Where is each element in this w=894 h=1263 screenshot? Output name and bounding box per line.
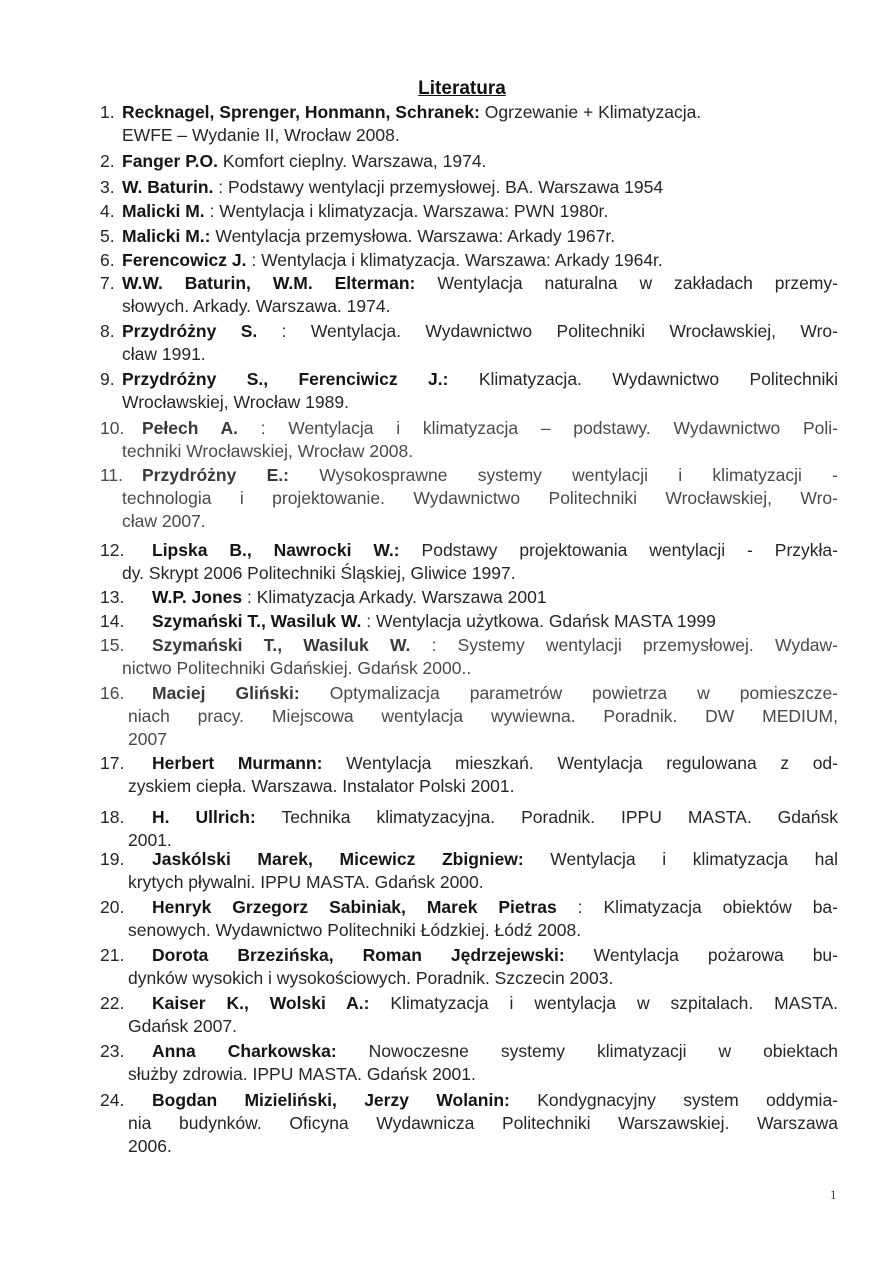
reference-number: 10. — [100, 418, 125, 438]
reference-item — [100, 896, 838, 942]
reference-continuation: nictwo Politechniki Gdańskiej. Gdańsk 2000.. — [122, 658, 472, 678]
reference-number: 18. — [100, 807, 125, 827]
reference-continuation: zyskiem ciepła. Warszawa. Instalator Polski 2001. — [128, 776, 515, 796]
reference-author: Henryk Grzegorz Sabiniak, Marek Pietras — [152, 897, 557, 917]
reference-item — [100, 417, 838, 463]
reference-item — [100, 806, 838, 852]
reference-number: 8. — [100, 321, 115, 341]
reference-item — [100, 150, 838, 173]
page-title: Literatura — [418, 78, 506, 99]
reference-author: Malicki M.: — [122, 226, 211, 246]
reference-item — [100, 464, 838, 533]
reference-continuation: 2007 — [128, 729, 167, 749]
reference-author: W.P. Jones — [152, 587, 243, 607]
reference-number: 7. — [100, 273, 115, 293]
reference-number: 19. — [100, 849, 125, 869]
reference-author: Recknagel, Sprenger, Honmann, Schranek: — [122, 102, 480, 122]
reference-number: 1. — [100, 102, 115, 122]
reference-text: Nowoczesne systemy klimatyzacji w obiektach — [368, 1041, 838, 1061]
reference-text: Ogrzewanie + Klimatyzacja. — [484, 102, 702, 122]
reference-item — [100, 225, 838, 248]
page-number: 1 — [830, 1187, 837, 1202]
reference-author: Dorota Brzezińska, Roman Jędrzejewski: — [152, 945, 565, 965]
reference-continuation: 2001. — [128, 830, 172, 850]
reference-number: 13. — [100, 587, 125, 607]
reference-author: W.W. Baturin, W.M. Elterman: — [122, 273, 416, 293]
reference-item — [100, 682, 838, 751]
reference-item — [100, 944, 838, 990]
reference-item — [100, 272, 838, 318]
reference-number: 20. — [100, 897, 125, 917]
reference-text: Optymalizacja parametrów powietrza w pomieszcze- — [329, 683, 838, 703]
reference-continuation: dynków wysokich i wysokościowych. Poradnik. Szczecin 2003. — [128, 968, 614, 988]
reference-continuation: służby zdrowia. IPPU MASTA. Gdańsk 2001. — [128, 1064, 476, 1084]
reference-text: Wentylacja i klimatyzacja hal — [550, 849, 838, 869]
reference-item — [100, 101, 838, 147]
reference-item — [100, 1040, 838, 1086]
reference-text: : Wentylacja i klimatyzacja. Warszawa: PWN 1980r. — [209, 201, 609, 221]
reference-text: Klimatyzacja. Wydawnictwo Politechniki — [478, 369, 838, 389]
reference-number: 12. — [100, 540, 125, 560]
reference-number: 22. — [100, 993, 125, 1013]
reference-continuation: techniki Wrocławskiej, Wrocław 2008. — [122, 441, 414, 461]
reference-continuation: technologia i projektowanie. Wydawnictwo Politechniki Wrocławskiej, Wro- — [122, 488, 838, 508]
reference-author: Przydróżny S., Ferenciwicz J.: — [122, 369, 449, 389]
reference-number: 23. — [100, 1041, 125, 1061]
reference-author: Ferencowicz J. — [122, 250, 247, 270]
reference-text: Wysokosprawne systemy wentylacji i klimatyzacji - — [319, 465, 838, 485]
reference-continuation: niach pracy. Miejscowa wentylacja wywiewna. Poradnik. DW MEDIUM, — [128, 706, 838, 726]
reference-text: Komfort cieplny. Warszawa, 1974. — [222, 151, 487, 171]
reference-author: Jaskólski Marek, Micewicz Zbigniew: — [152, 849, 524, 869]
reference-author: Maciej Gliński: — [152, 683, 300, 703]
reference-item — [100, 368, 838, 414]
reference-text: : Wentylacja i klimatyzacja – podstawy. Wydawnictwo Poli- — [260, 418, 838, 438]
reference-item — [100, 249, 838, 272]
reference-number: 16. — [100, 683, 125, 703]
reference-number: 14. — [100, 611, 125, 631]
reference-continuation: słowych. Arkady. Warszawa. 1974. — [122, 296, 391, 316]
reference-continuation: Gdańsk 2007. — [128, 1016, 237, 1036]
reference-item — [100, 586, 838, 609]
reference-item — [100, 848, 838, 894]
reference-number: 2. — [100, 151, 115, 171]
reference-author: Pełech A. — [142, 418, 238, 438]
reference-author: Anna Charkowska: — [152, 1041, 337, 1061]
reference-item — [100, 539, 838, 585]
reference-item — [100, 320, 838, 366]
reference-author: W. Baturin. — [122, 177, 214, 197]
reference-item — [100, 1089, 838, 1158]
reference-number: 9. — [100, 369, 115, 389]
reference-continuation: Wrocławskiej, Wrocław 1989. — [122, 392, 349, 412]
reference-continuation: EWFE – Wydanie II, Wrocław 2008. — [122, 125, 400, 145]
reference-author: Malicki M. — [122, 201, 205, 221]
reference-text: : Podstawy wentylacji przemysłowej. BA. Warszawa 1954 — [218, 177, 664, 197]
reference-continuation: cław 1991. — [122, 344, 206, 364]
reference-text: : Klimatyzacja Arkady. Warszawa 2001 — [247, 587, 547, 607]
reference-continuation: nia budynków. Oficyna Wydawnicza Politechniki Warszawskiej. Warszawa — [128, 1113, 838, 1133]
reference-number: 5. — [100, 226, 115, 246]
reference-text: Wentylacja pożarowa bu- — [593, 945, 838, 965]
reference-text: Kondygnacyjny system oddymia- — [537, 1090, 839, 1110]
reference-number: 11. — [100, 465, 124, 485]
reference-number: 17. — [100, 753, 125, 773]
reference-author: Przydróżny S. — [122, 321, 258, 341]
reference-item — [100, 610, 838, 633]
reference-text: : Wentylacja użytkowa. Gdańsk MASTA 1999 — [366, 611, 716, 631]
reference-author: Szymański T., Wasiluk W. — [152, 635, 411, 655]
reference-item — [100, 992, 838, 1038]
reference-item — [100, 200, 838, 223]
reference-author: Herbert Murmann: — [152, 753, 323, 773]
reference-text: : Systemy wentylacji przemysłowej. Wydaw- — [431, 635, 838, 655]
reference-item — [100, 752, 838, 798]
reference-author: Lipska B., Nawrocki W.: — [152, 540, 400, 560]
reference-text: Wentylacja naturalna w zakładach przemy- — [437, 273, 838, 293]
reference-continuation: krytych pływalni. IPPU MASTA. Gdańsk 2000. — [128, 872, 484, 892]
reference-author: Bogdan Mizieliński, Jerzy Wolanin: — [152, 1090, 510, 1110]
reference-text: Wentylacja przemysłowa. Warszawa: Arkady 1967r. — [215, 226, 616, 246]
reference-text: Technika klimatyzacyjna. Poradnik. IPPU MASTA. Gdańsk — [281, 807, 838, 827]
reference-item — [100, 634, 838, 680]
reference-text: Podstawy projektowania wentylacji - Przykła- — [421, 540, 838, 560]
reference-text: : Klimatyzacja obiektów ba- — [577, 897, 838, 917]
reference-number: 6. — [100, 250, 115, 270]
reference-text: Klimatyzacja i wentylacja w szpitalach. MASTA. — [390, 993, 838, 1013]
reference-item — [100, 176, 838, 199]
reference-author: H. Ullrich: — [152, 807, 256, 827]
reference-author: Kaiser K., Wolski A.: — [152, 993, 370, 1013]
reference-number: 15. — [100, 635, 125, 655]
reference-number: 24. — [100, 1090, 125, 1110]
reference-author: Fanger P.O. — [122, 151, 218, 171]
reference-number: 21. — [100, 945, 125, 965]
reference-continuation: dy. Skrypt 2006 Politechniki Śląskiej, Gliwice 1997. — [122, 563, 516, 583]
reference-author: Szymański T., Wasiluk W. — [152, 611, 362, 631]
reference-text: : Wentylacja i klimatyzacja. Warszawa: Arkady 1964r. — [251, 250, 663, 270]
reference-continuation: 2006. — [128, 1136, 172, 1156]
reference-continuation: senowych. Wydawnictwo Politechniki Łódzkiej. Łódź 2008. — [128, 920, 582, 940]
reference-continuation: cław 2007. — [122, 511, 206, 531]
reference-number: 4. — [100, 201, 115, 221]
reference-author: Przydróżny E.: — [142, 465, 289, 485]
reference-text: : Wentylacja. Wydawnictwo Politechniki Wrocławskiej, Wro- — [281, 321, 838, 341]
reference-number: 3. — [100, 177, 115, 197]
reference-text: Wentylacja mieszkań. Wentylacja regulowana z od- — [346, 753, 838, 773]
